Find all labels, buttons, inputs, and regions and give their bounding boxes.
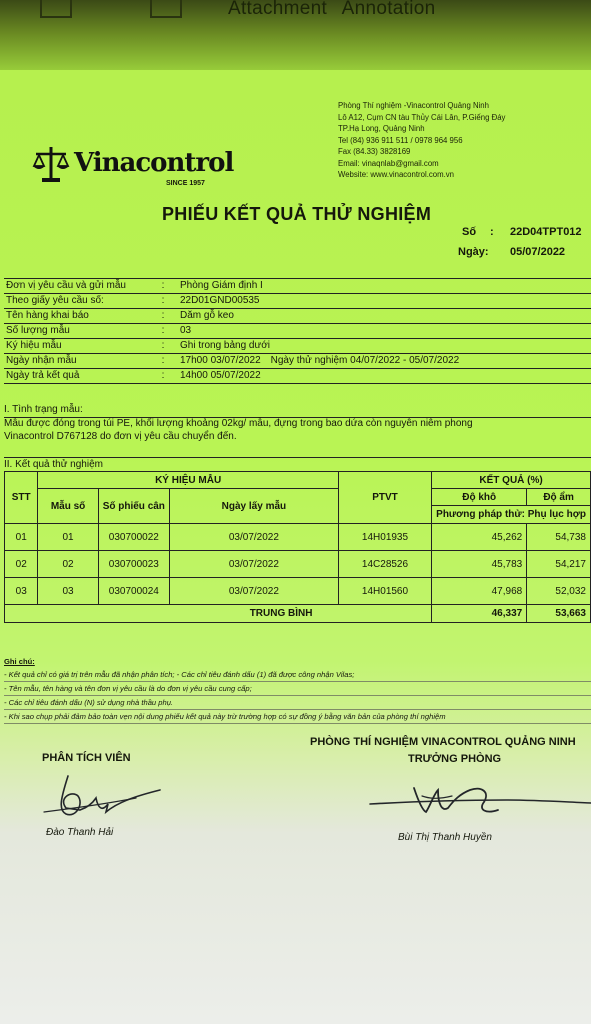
table-row — [5, 578, 591, 605]
cell-sampling-date: 03/07/2022 — [169, 578, 338, 605]
info-value: 22D01GND00535 — [180, 295, 260, 306]
info-label: Ngày trả kết quả — [6, 370, 80, 381]
info-label: Ngày nhận mẫu — [6, 355, 77, 366]
head-name: Bùi Thị Thanh Huyền — [398, 832, 492, 843]
info-row — [4, 354, 591, 369]
note-line: - Khi sao chụp phải đảm bảo toàn vẹn nội dung phiếu kết quả này trừ trường hợp có sự đồng ý bằng văn bản của phòng thí nghiệm — [4, 710, 591, 724]
document-page — [0, 70, 591, 1024]
info-colon: : — [161, 355, 165, 366]
average-label: TRUNG BÌNH — [5, 605, 432, 623]
cell-stt: 01 — [5, 524, 38, 551]
info-label: Ký hiệu mẫu — [6, 340, 62, 351]
cell-dry: 45,783 — [432, 551, 527, 578]
analyst-title: PHÂN TÍCH VIÊN — [42, 752, 131, 764]
test-date: Ngày thử nghiệm 04/07/2022 - 05/07/2022 — [270, 355, 460, 366]
info-value: Dăm gỗ keo — [180, 310, 234, 321]
notes-heading: Ghi chú: — [4, 657, 35, 666]
sample-condition-line: Vinacontrol D767128 do đơn vị yêu cầu chuyển đến. — [4, 431, 237, 442]
section-1-heading: I. Tình trạng mẫu: — [4, 403, 591, 418]
header-sample-id: KÝ HIỆU MẪU — [38, 472, 338, 489]
cell-ptvt: 14H01560 — [338, 578, 431, 605]
vinacontrol-logo — [32, 144, 232, 190]
average-moisture: 53,663 — [527, 605, 591, 623]
lab-name: Phòng Thí nghiệm -Vinacontrol Quảng Ninh — [338, 101, 489, 110]
menu-annotation[interactable]: Annotation — [341, 0, 436, 19]
header-stt: STT — [5, 472, 38, 524]
info-value: 03 — [180, 325, 192, 336]
sample-condition-text — [4, 417, 591, 443]
info-row — [4, 324, 591, 339]
header-moisture: Độ ẩm — [527, 489, 591, 506]
lab-fax: Fax (84.33) 3828169 — [338, 147, 411, 156]
cell-stt: 03 — [5, 578, 38, 605]
info-value: 17h00 03/07/2022 — [180, 355, 261, 366]
note-line: - Các chỉ tiêu đánh dấu (N) sử dụng nhà thầu phụ. — [4, 696, 591, 710]
info-label: Theo giấy yêu cầu số: — [6, 295, 104, 306]
lab-website: Website: www.vinacontrol.com.vn — [338, 170, 454, 179]
head-title: TRƯỞNG PHÒNG — [408, 753, 502, 765]
info-label: Tên hàng khai báo — [6, 310, 89, 321]
header-result: KẾT QUẢ (%) — [432, 472, 591, 489]
cell-moisture: 54,738 — [527, 524, 591, 551]
header-sample-no: Mẫu số — [38, 489, 98, 524]
lab-contact-block — [338, 100, 505, 181]
app-toolbar — [0, 0, 591, 74]
cell-weigh-slip: 030700024 — [98, 578, 169, 605]
info-colon: : — [161, 325, 165, 336]
menu-attachment[interactable]: Attachment — [228, 0, 328, 19]
document-title: PHIẾU KẾT QUẢ THỬ NGHIỆM — [162, 204, 432, 224]
info-label: Số lượng mẫu — [6, 325, 70, 336]
lab-tel: Tel (84) 936 911 511 / 0978 964 956 — [338, 135, 463, 145]
table-row — [5, 551, 591, 578]
cell-sample-no: 03 — [38, 578, 98, 605]
info-colon: : — [161, 370, 165, 381]
cell-moisture: 52,032 — [527, 578, 591, 605]
note-line: - Tên mẫu, tên hàng và tên đơn vị yêu cầu là do đơn vị yêu cầu cung cấp; — [4, 682, 591, 696]
doc-number-value: 22D04TPT012 — [510, 226, 582, 238]
results-table — [4, 471, 591, 623]
info-row — [4, 309, 591, 324]
cell-dry: 45,262 — [432, 524, 527, 551]
info-colon: : — [161, 295, 165, 306]
info-value: Ghi trong bảng dưới — [180, 340, 270, 351]
average-dry: 46,337 — [432, 605, 527, 623]
lab-org-title: PHÒNG THÍ NGHIỆM VINACONTROL QUẢNG NINH — [310, 736, 576, 748]
head-signature — [366, 770, 591, 830]
info-colon: : — [161, 340, 165, 351]
average-row — [5, 605, 591, 623]
sample-info-table — [4, 278, 591, 384]
lab-address: Lô A12, Cụm CN tàu Thủy Cái Lân, P.Giếng Đáy — [338, 112, 506, 122]
cell-sampling-date: 03/07/2022 — [169, 524, 338, 551]
info-row — [4, 369, 591, 384]
doc-date-value: 05/07/2022 — [510, 246, 566, 258]
toolbar-menu — [228, 0, 446, 20]
analyst-signature — [36, 768, 186, 830]
section-2-heading: II. Kết quả thử nghiệm — [4, 457, 591, 472]
doc-number-colon: : — [490, 226, 494, 238]
cell-weigh-slip: 030700023 — [98, 551, 169, 578]
header-ptvt: PTVT — [338, 472, 431, 524]
cell-stt: 02 — [5, 551, 38, 578]
info-value: Phòng Giám định I — [180, 280, 263, 291]
info-row — [4, 339, 591, 354]
logo-since: SINCE 1957 — [166, 180, 205, 187]
info-colon: : — [161, 280, 165, 291]
analyst-name: Đào Thanh Hải — [46, 827, 114, 838]
toolbar-fragment — [40, 0, 72, 18]
info-label: Đơn vị yêu cầu và gửi mẫu — [6, 280, 126, 291]
doc-number-label: Số — [462, 226, 477, 238]
cell-ptvt: 14H01935 — [338, 524, 431, 551]
cell-sampling-date: 03/07/2022 — [169, 551, 338, 578]
notes-block — [4, 655, 591, 724]
header-method: Phương pháp thử: Phụ lục hợp — [432, 506, 591, 524]
cell-weigh-slip: 030700022 — [98, 524, 169, 551]
header-weigh-slip: Số phiếu cân — [98, 489, 169, 524]
table-row — [5, 524, 591, 551]
doc-date-label: Ngày: — [458, 246, 489, 258]
header-dry: Độ khô — [432, 489, 527, 506]
logo-wordmark: Vinacontrol — [74, 148, 234, 178]
lab-email: Email: vinaqnlab@gmail.com — [338, 158, 439, 168]
cell-dry: 47,968 — [432, 578, 527, 605]
info-value: 14h00 05/07/2022 — [180, 370, 261, 381]
scale-icon — [32, 144, 70, 184]
cell-sample-no: 01 — [38, 524, 98, 551]
toolbar-fragment — [150, 0, 182, 18]
note-line: - Kết quả chỉ có giá trị trên mẫu đã nhận phân tích; - Các chỉ tiêu đánh dấu (1) đã được công nhận Vilas; — [4, 668, 591, 682]
cell-moisture: 54,217 — [527, 551, 591, 578]
header-sampling-date: Ngày lấy mẫu — [169, 489, 338, 524]
info-row — [4, 279, 591, 294]
sample-condition-line: Mẫu được đóng trong túi PE, khối lượng khoảng 02kg/ mẫu, đựng trong bao dứa còn nguyên niêm phong — [4, 418, 473, 429]
cell-ptvt: 14C28526 — [338, 551, 431, 578]
cell-sample-no: 02 — [38, 551, 98, 578]
info-colon: : — [161, 310, 165, 321]
info-row — [4, 294, 591, 309]
lab-address: TP.Hạ Long, Quảng Ninh — [338, 124, 425, 133]
